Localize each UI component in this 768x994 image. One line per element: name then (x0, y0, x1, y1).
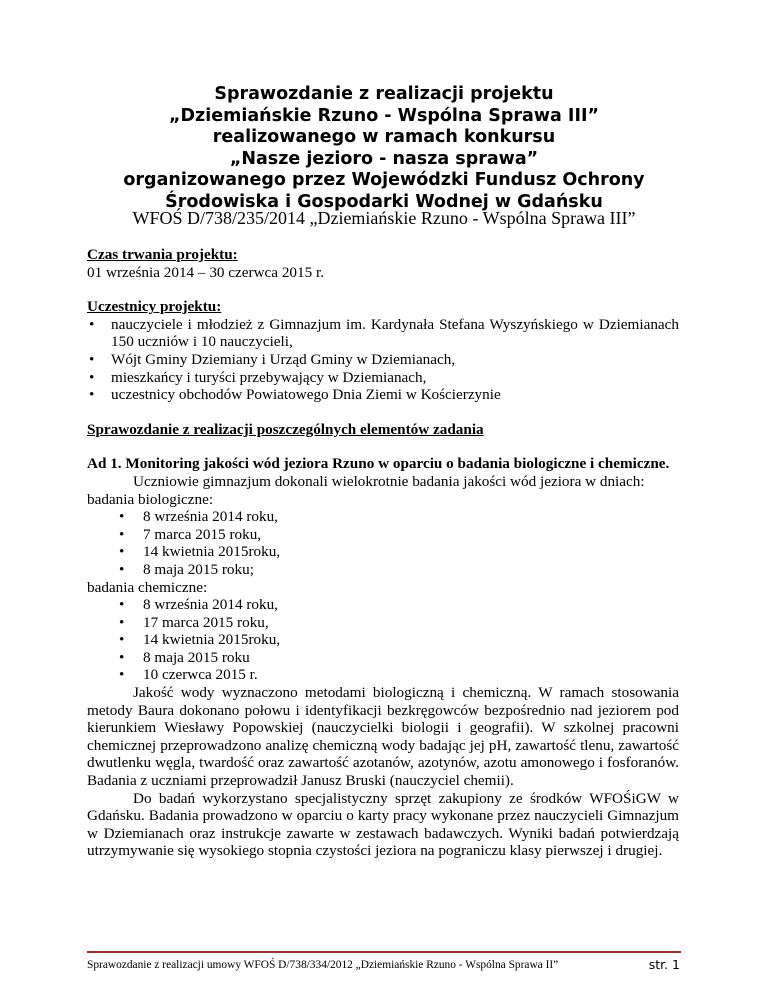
list-item: • 8 września 2014 roku, (119, 508, 278, 526)
list-item: • 7 marca 2015 roku, (119, 525, 262, 543)
list-item: • 17 marca 2015 roku, (119, 613, 269, 631)
title-line: Środowiska i Gospodarki Wodnej w Gdańsku (165, 191, 603, 212)
document-title (60, 84, 708, 213)
agreement-number: WFOŚ D/738/235/2014 „Dziemiańskie Rzuno - Wspólna Sprawa III” (132, 208, 636, 228)
participants-list (87, 316, 679, 404)
title-line: Sprawozdanie z realizacji projektu (214, 84, 554, 104)
page-number: str. 1 (648, 957, 680, 972)
chem-dates-list (87, 596, 679, 684)
bullet-icon: • (119, 508, 125, 526)
list-item: • 10 czerwca 2015 r. (119, 666, 258, 684)
section1-heading: Ad 1. Monitoring jakości wód jeziora Rzuno w oparciu o badania biologiczne i chemiczne. (87, 455, 670, 473)
title-line: realizowanego w ramach konkursu (212, 127, 556, 147)
document-body (87, 246, 679, 860)
duration-value: 01 września 2014 – 30 czerwca 2015 r. (87, 263, 325, 281)
participants-heading: Uczestnicy projektu: (87, 298, 222, 316)
footer-text: Sprawozdanie z realizacji umowy WFOŚ D/738/334/2012 „Dziemiańskie Rzuno - Wspólna Sprawa II” (87, 959, 559, 971)
list-item: • 8 września 2014 roku, (119, 596, 278, 614)
bullet-icon: • (89, 386, 95, 404)
bullet-icon: • (119, 613, 125, 631)
section1-paragraph: Jakość wody wyznaczono metodami biologiczną i chemiczną. W ramach stosowania metody Baura dokonano połowu i identyfikacji bezkręgowców bezpośrednio nad jeziorem pod kierunkiem Wiesławy Popowskiej (nauczycielki biologii i geografii). W szkolnej pracowni chemicznej przeprowadzono analizę chemiczną wody badając jej pH, zawartość tlenu, zawartość dwutlenku węgla, twardość oraz zawartość azotanów, azotynów, azotu amonowego i fosforanów. Badania z uczniami przeprowadził Janusz Bruski (nauczyciel chemii). (87, 684, 679, 790)
bullet-icon: • (119, 560, 125, 578)
title-line: „Dziemiańskie Rzuno - Wspólna Sprawa III” (169, 105, 599, 126)
bullet-icon: • (89, 350, 95, 368)
list-item: • Wójt Gminy Dziemiany i Urząd Gminy w Dziemianach, (89, 350, 456, 368)
section1-intro: Uczniowie gimnazjum dokonali wielokrotnie badania jakości wód jeziora w dniach: (133, 472, 645, 490)
bullet-icon: • (119, 596, 125, 614)
bullet-icon: • (119, 525, 125, 543)
bullet-icon: • (89, 368, 95, 386)
list-item: • 8 maja 2015 roku (119, 648, 250, 666)
title-line: „Nasze jezioro - nasza sprawa” (229, 148, 539, 169)
list-item: • nauczyciele i młodzież z Gimnazjum im. Kardynała Stefana Wyszyńskiego w Dziemianach 150 uczniów i 10 nauczycieli, (89, 315, 679, 351)
bio-dates-list (87, 508, 679, 578)
list-item: • uczestnicy obchodów Powiatowego Dnia Ziemi w Kościerzynie (89, 386, 501, 404)
duration-heading: Czas trwania projektu: (87, 246, 238, 263)
report-heading: Sprawozdanie z realizacji poszczególnych elementów zadania (87, 420, 484, 438)
title-line: organizowanego przez Wojewódzki Fundusz Ochrony (123, 170, 645, 190)
bullet-icon: • (89, 315, 95, 333)
list-item: • 14 kwietnia 2015roku, (119, 543, 281, 561)
bullet-icon: • (119, 543, 125, 561)
list-item: • 14 kwietnia 2015roku, (119, 631, 281, 649)
list-item: • mieszkańcy i turyści przebywający w Dziemianach, (89, 368, 427, 386)
bio-label: badania biologiczne: (87, 490, 214, 508)
bullet-icon: • (119, 631, 125, 649)
footer-rule (87, 951, 681, 953)
chem-label: badania chemiczne: (87, 578, 208, 596)
bullet-icon: • (119, 648, 125, 666)
section1-paragraph: Do badań wykorzystano specjalistyczny sprzęt zakupiony ze środków WFOŚiGW w Gdańsku. Badania prowadzono w oparciu o karty pracy wykonane przez nauczycieli Gimnazjum w Dziemianach oraz instrukcje zawarte w zestawach badawczych. Wyniki badań potwierdzają utrzymywanie się wysokiego stopnia czystości jeziora na pograniczu klasy pierwszej i drugiej. (87, 789, 679, 860)
bullet-icon: • (119, 666, 125, 684)
list-item: • 8 maja 2015 roku; (119, 560, 254, 578)
